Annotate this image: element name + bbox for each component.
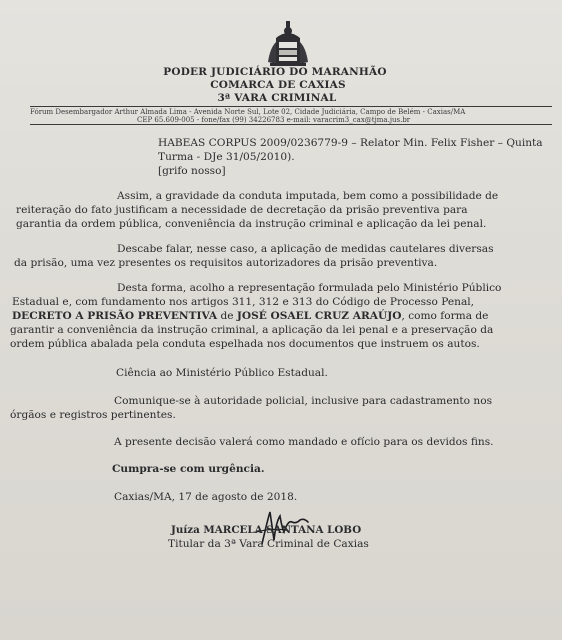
- paragraph-5-line-2: órgãos e registros pertinentes.: [10, 409, 176, 421]
- place-date: Caxias/MA, 17 de agosto de 2018.: [114, 491, 298, 503]
- decree-line-end: , como forma de: [401, 310, 489, 322]
- citation-line-1: HABEAS CORPUS 2009/0236779-9 – Relator Min. Felix Fisher – Quinta: [158, 137, 543, 149]
- paragraph-2-line-1: Descabe falar, nesse caso, a aplicação de medidas cautelares diversas: [117, 243, 494, 255]
- paragraph-1-line-2: reiteração do fato justificam a necessidade de decretação da prisão preventiva para: [16, 204, 468, 216]
- paragraph-3-line-4: garantir a conveniência da instrução criminal, a aplicação da lei penal e a preservação da: [10, 324, 494, 336]
- paragraph-3-line-1: Desta forma, acolho a representação formulada pelo Ministério Público: [117, 282, 502, 294]
- state-coat-of-arms-icon: [262, 18, 314, 68]
- header-rule-top: [30, 106, 552, 107]
- paragraph-5-line-1: Comunique-se à autoridade policial, inclusive para cadastramento nos: [114, 395, 493, 407]
- court-contact: CEP 65.609-005 - fone/fax (99) 34226783 e-mail: varacrim3_cax@tjma.jus.br: [137, 116, 411, 124]
- paragraph-6: A presente decisão valerá como mandado e ofício para os devidos fins.: [114, 436, 494, 448]
- paragraph-3-line-3: [12, 310, 488, 324]
- decree-text: DECRETO A PRISÃO PREVENTIVA: [12, 310, 218, 322]
- court-division: 3ª VARA CRIMINAL: [217, 92, 337, 104]
- paragraph-4: Ciência ao Ministério Público Estadual.: [116, 367, 328, 379]
- paragraph-7: Cumpra-se com urgência.: [112, 463, 265, 475]
- paragraph-3-line-2: Estadual e, com fundamento nos artigos 311, 312 e 313 do Código de Processo Penal,: [12, 296, 475, 308]
- paragraph-1-line-1: Assim, a gravidade da conduta imputada, bem como a possibilidade de: [117, 190, 499, 202]
- citation-line-2: Turma - DJe 31/05/2010).: [158, 151, 295, 163]
- decree-connector: de: [217, 310, 237, 322]
- paragraph-2-line-2: da prisão, uma vez presentes os requisitos autorizadores da prisão preventiva.: [14, 257, 438, 269]
- paragraph-1-line-3: garantia da ordem pública, conveniência da instrução criminal e aplicação da lei penal.: [16, 218, 487, 230]
- paragraph-3-line-5: ordem pública abalada pela conduta espelhada nos documentos que instruem os autos.: [10, 338, 480, 350]
- court-name: PODER JUDICIÁRIO DO MARANHÃO: [163, 66, 387, 78]
- district-name: COMARCA DE CAXIAS: [210, 79, 346, 91]
- court-address: Fórum Desembargador Arthur Almada Lima - Avenida Norte Sul, Lote 02, Cidade Judiciária, Campo de Belém - Caxias/MA: [30, 108, 466, 116]
- header-rule-bottom: [30, 124, 552, 125]
- defendant-name: JOSÉ OSAEL CRUZ ARAÚJO: [236, 310, 402, 322]
- citation-line-3: [grifo nosso]: [158, 165, 226, 177]
- signatory-name: Juíza MARCELA SANTANA LOBO: [171, 524, 362, 536]
- signatory-title: Titular da 3ª Vara Criminal de Caxias: [168, 538, 369, 550]
